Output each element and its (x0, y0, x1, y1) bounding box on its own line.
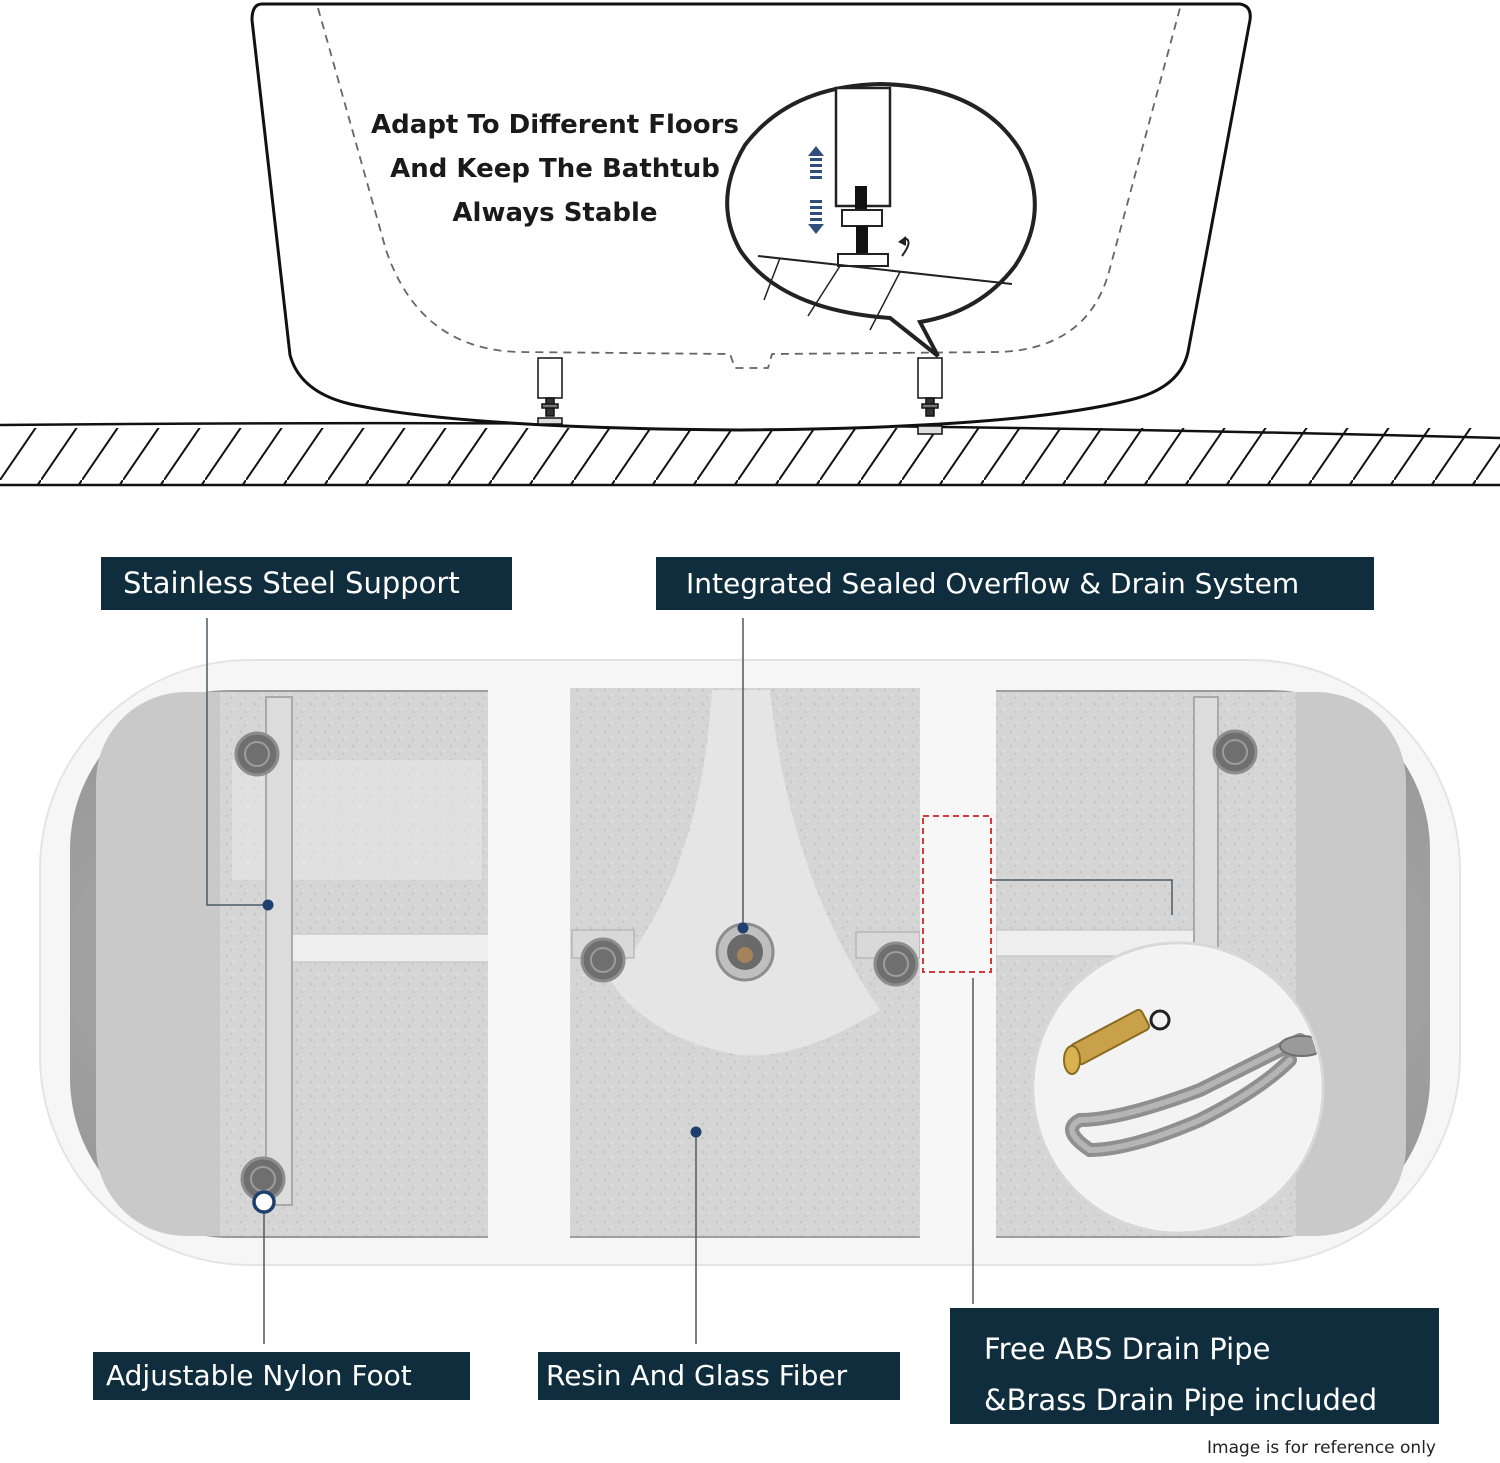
stainless-steel-support-left (266, 697, 292, 1205)
floor-hatch (0, 425, 1500, 485)
label-resin-glass-fiber (538, 1352, 900, 1400)
nylon-foot-center-right (875, 943, 917, 985)
nylon-foot-center-left (582, 939, 624, 981)
label-free-drain-pipe-line-1: Free ABS Drain Pipe (984, 1332, 1271, 1366)
label-adjustable-nylon-foot-text: Adjustable Nylon Foot (106, 1359, 412, 1392)
label-free-drain-pipe-line-2: &Brass Drain Pipe included (984, 1383, 1378, 1417)
nylon-foot-top-right (1214, 731, 1256, 773)
label-integrated-overflow (656, 557, 1374, 610)
tub-side-view (0, 4, 1500, 485)
caption-line-3: Always Stable (452, 198, 658, 228)
label-stainless-steel-support (101, 557, 512, 610)
caption-line-1: Adapt To Different Floors (371, 110, 739, 140)
label-resin-glass-fiber-text: Resin And Glass Fiber (546, 1359, 848, 1392)
reference-footnote: Image is for reference only (1207, 1438, 1436, 1458)
top-diagram-caption (360, 103, 750, 235)
label-stainless-steel-support-text: Stainless Steel Support (123, 566, 460, 600)
label-free-drain-pipe (950, 1308, 1439, 1424)
label-adjustable-nylon-foot (93, 1352, 470, 1400)
nylon-foot-top-left (236, 733, 278, 775)
label-integrated-overflow-text: Integrated Sealed Overflow & Drain System (686, 566, 1300, 600)
caption-line-2: And Keep The Bathtub (390, 154, 720, 184)
tub-underside-view (40, 660, 1460, 1265)
